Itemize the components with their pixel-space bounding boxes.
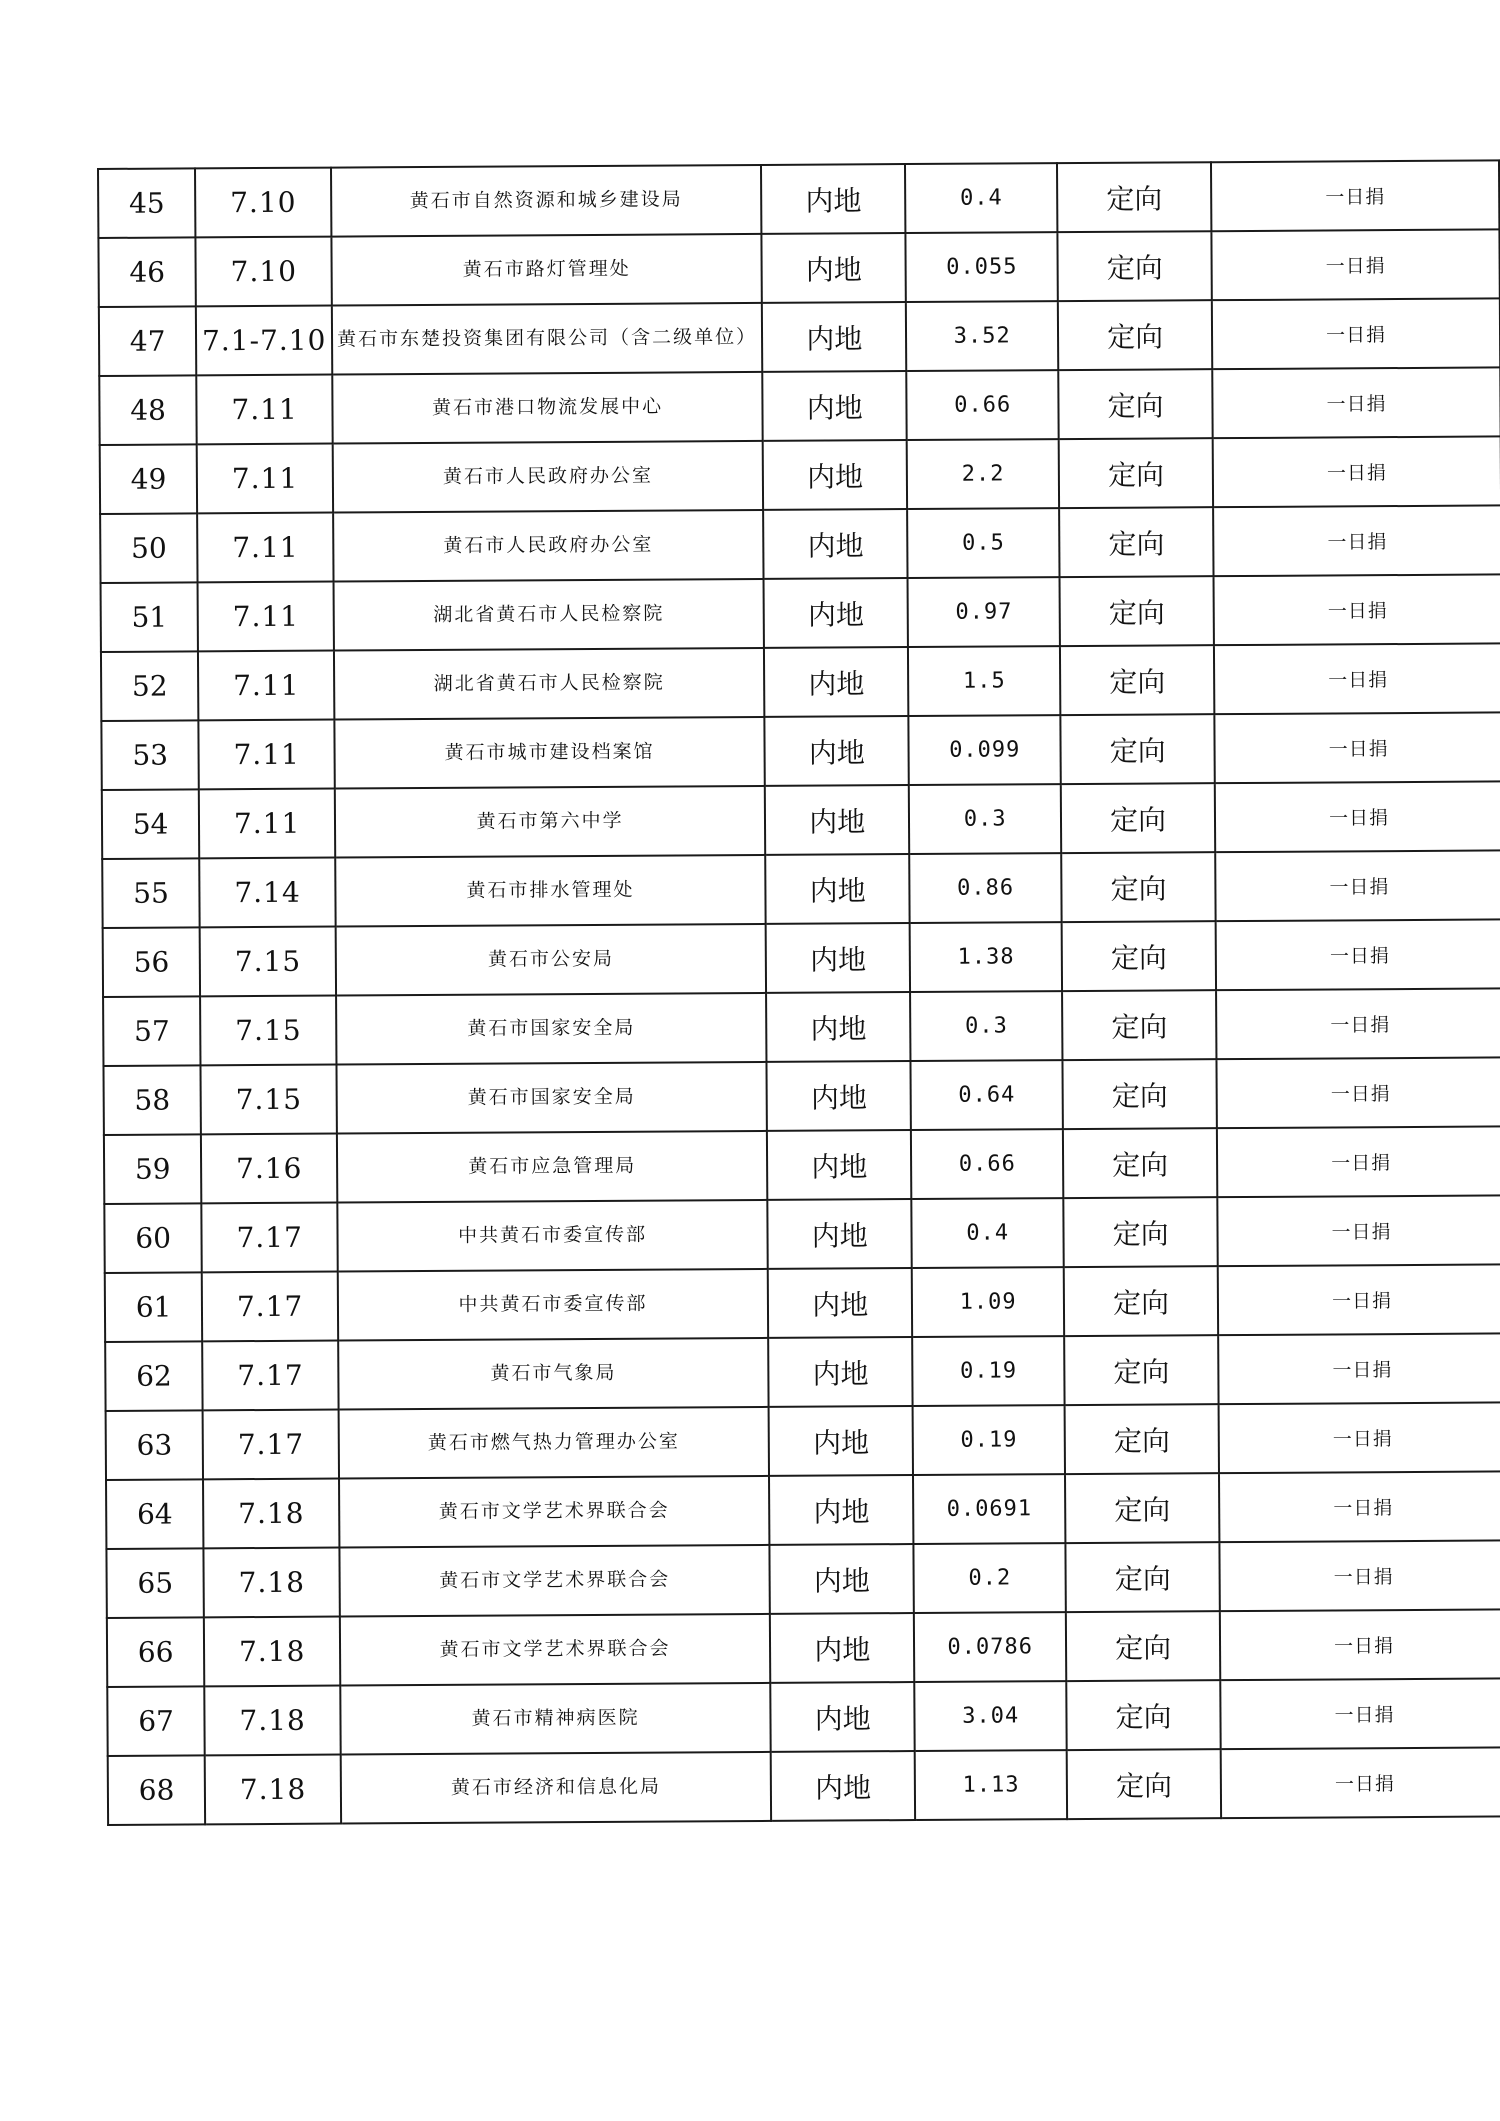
row-number-cell: 48 <box>99 375 197 445</box>
region-cell: 内地 <box>763 440 908 510</box>
unit-name-cell: 黄石市文学艺术界联合会 <box>339 1545 769 1617</box>
amount-cell: 0.0786 <box>914 1612 1066 1682</box>
row-number-cell: 63 <box>106 1410 204 1480</box>
donation-type-cell: 定向 <box>1057 231 1212 301</box>
unit-name-cell: 黄石市人民政府办公室 <box>333 441 763 513</box>
row-number-cell: 68 <box>108 1755 206 1825</box>
donation-type-cell: 定向 <box>1063 1197 1218 1267</box>
row-number-cell: 55 <box>102 858 200 928</box>
date-cell: 7.10 <box>196 237 332 307</box>
date-cell: 7.11 <box>197 375 333 445</box>
note-cell: 一日捐 <box>1212 367 1500 438</box>
date-cell: 7.18 <box>205 1686 341 1756</box>
table-row <box>106 1471 1500 1549</box>
amount-cell: 1.5 <box>908 646 1060 716</box>
amount-cell: 0.4 <box>912 1198 1064 1268</box>
region-cell: 内地 <box>764 578 909 648</box>
date-cell: 7.18 <box>204 1548 340 1618</box>
region-cell: 内地 <box>769 1475 914 1545</box>
table-row <box>99 367 1500 445</box>
region-cell: 内地 <box>768 1268 913 1338</box>
table-row <box>105 1264 1500 1342</box>
table-row <box>101 643 1500 721</box>
row-number-cell: 58 <box>103 1065 201 1135</box>
region-cell: 内地 <box>765 854 910 924</box>
table-row <box>104 1126 1500 1204</box>
date-cell: 7.16 <box>201 1134 337 1204</box>
region-cell: 内地 <box>769 1406 914 1476</box>
table-row <box>103 988 1500 1066</box>
date-cell: 7.14 <box>199 858 335 928</box>
row-number-cell: 50 <box>100 513 198 583</box>
donation-type-cell: 定向 <box>1061 783 1216 853</box>
row-number-cell: 65 <box>106 1548 204 1618</box>
date-cell: 7.18 <box>205 1755 341 1825</box>
unit-name-cell: 中共黄石市委宣传部 <box>337 1200 767 1272</box>
date-cell: 7.15 <box>200 927 336 997</box>
unit-name-cell: 黄石市国家安全局 <box>337 1062 767 1134</box>
unit-name-cell: 黄石市人民政府办公室 <box>333 510 763 582</box>
region-cell: 内地 <box>766 923 911 993</box>
unit-name-cell: 黄石市燃气热力管理办公室 <box>339 1407 769 1479</box>
donation-table <box>97 159 1500 1826</box>
unit-name-cell: 黄石市自然资源和城乡建设局 <box>331 165 761 237</box>
amount-cell: 0.86 <box>910 853 1062 923</box>
row-number-cell: 61 <box>105 1272 203 1342</box>
note-cell: 一日捐 <box>1214 643 1500 714</box>
unit-name-cell: 湖北省黄石市人民检察院 <box>334 579 764 651</box>
donation-type-cell: 定向 <box>1064 1335 1219 1405</box>
note-cell: 一日捐 <box>1216 919 1500 990</box>
amount-cell: 0.3 <box>910 991 1062 1061</box>
date-cell: 7.17 <box>203 1410 339 1480</box>
region-cell: 内地 <box>770 1682 915 1752</box>
date-cell: 7.11 <box>197 444 333 514</box>
donation-type-cell: 定向 <box>1062 921 1217 991</box>
row-number-cell: 47 <box>99 306 197 376</box>
date-cell: 7.11 <box>197 513 333 583</box>
date-cell: 7.17 <box>202 1341 338 1411</box>
donation-type-cell: 定向 <box>1057 162 1212 232</box>
date-cell: 7.1-7.10 <box>196 306 332 376</box>
donation-type-cell: 定向 <box>1066 1680 1221 1750</box>
amount-cell: 2.2 <box>907 439 1059 509</box>
donation-type-cell: 定向 <box>1067 1749 1222 1819</box>
amount-cell: 0.055 <box>906 232 1058 302</box>
table-row <box>104 1195 1500 1273</box>
note-cell: 一日捐 <box>1217 1057 1500 1128</box>
donation-type-cell: 定向 <box>1060 714 1215 784</box>
donation-type-cell: 定向 <box>1066 1611 1221 1681</box>
table-row <box>105 1333 1500 1411</box>
row-number-cell: 45 <box>98 168 196 238</box>
table-row <box>106 1402 1500 1480</box>
note-cell: 一日捐 <box>1219 1471 1500 1542</box>
unit-name-cell: 黄石市路灯管理处 <box>331 234 761 306</box>
donation-type-cell: 定向 <box>1062 990 1217 1060</box>
donation-type-cell: 定向 <box>1061 852 1216 922</box>
region-cell: 内地 <box>770 1613 915 1683</box>
table-row <box>103 919 1500 997</box>
date-cell: 7.18 <box>204 1617 340 1687</box>
region-cell: 内地 <box>761 233 906 303</box>
donation-type-cell: 定向 <box>1064 1266 1219 1336</box>
amount-cell: 0.0691 <box>913 1474 1065 1544</box>
note-cell: 一日捐 <box>1212 298 1500 369</box>
region-cell: 内地 <box>771 1751 916 1821</box>
date-cell: 7.18 <box>203 1479 339 1549</box>
donation-type-cell: 定向 <box>1065 1404 1220 1474</box>
note-cell: 一日捐 <box>1217 1126 1500 1197</box>
note-cell: 一日捐 <box>1218 1264 1500 1335</box>
note-cell: 一日捐 <box>1213 505 1500 576</box>
donation-type-cell: 定向 <box>1059 438 1214 508</box>
date-cell: 7.17 <box>202 1203 338 1273</box>
row-number-cell: 60 <box>104 1203 202 1273</box>
amount-cell: 0.3 <box>909 784 1061 854</box>
table-row <box>100 436 1500 514</box>
note-cell: 一日捐 <box>1213 436 1500 507</box>
date-cell: 7.15 <box>200 996 336 1066</box>
row-number-cell: 46 <box>98 237 196 307</box>
amount-cell: 0.2 <box>914 1543 1066 1613</box>
row-number-cell: 64 <box>106 1479 204 1549</box>
donation-type-cell: 定向 <box>1065 1473 1220 1543</box>
row-number-cell: 51 <box>101 582 199 652</box>
note-cell: 一日捐 <box>1219 1402 1500 1473</box>
row-number-cell: 67 <box>107 1686 205 1756</box>
donation-type-cell: 定向 <box>1063 1128 1218 1198</box>
amount-cell: 3.52 <box>906 301 1058 371</box>
unit-name-cell: 黄石市公安局 <box>336 924 766 996</box>
note-cell: 一日捐 <box>1218 1195 1500 1266</box>
unit-name-cell: 黄石市国家安全局 <box>336 993 766 1065</box>
row-number-cell: 53 <box>101 720 199 790</box>
region-cell: 内地 <box>768 1337 913 1407</box>
row-number-cell: 56 <box>103 927 201 997</box>
note-cell: 一日捐 <box>1211 160 1499 231</box>
table-row <box>106 1540 1500 1618</box>
amount-cell: 1.09 <box>912 1267 1064 1337</box>
region-cell: 内地 <box>765 785 910 855</box>
note-cell: 一日捐 <box>1215 712 1500 783</box>
unit-name-cell: 黄石市第六中学 <box>335 786 765 858</box>
region-cell: 内地 <box>763 509 908 579</box>
donation-type-cell: 定向 <box>1060 576 1215 646</box>
donation-type-cell: 定向 <box>1058 369 1213 439</box>
row-number-cell: 49 <box>100 444 198 514</box>
unit-name-cell: 黄石市排水管理处 <box>335 855 765 927</box>
table-row <box>98 229 1499 307</box>
row-number-cell: 54 <box>102 789 200 859</box>
table-body <box>98 160 1500 1825</box>
amount-cell: 0.19 <box>913 1405 1065 1475</box>
donation-type-cell: 定向 <box>1065 1542 1220 1612</box>
region-cell: 内地 <box>767 1199 912 1269</box>
row-number-cell: 59 <box>104 1134 202 1204</box>
note-cell: 一日捐 <box>1220 1609 1500 1680</box>
donation-type-cell: 定向 <box>1059 507 1214 577</box>
table-row <box>107 1678 1500 1756</box>
date-cell: 7.11 <box>198 582 334 652</box>
amount-cell: 0.66 <box>907 370 1059 440</box>
date-cell: 7.11 <box>198 651 334 721</box>
region-cell: 内地 <box>766 992 911 1062</box>
note-cell: 一日捐 <box>1218 1333 1500 1404</box>
note-cell: 一日捐 <box>1214 574 1500 645</box>
note-cell: 一日捐 <box>1215 781 1500 852</box>
table-row <box>100 505 1500 583</box>
unit-name-cell: 黄石市城市建设档案馆 <box>334 717 764 789</box>
region-cell: 内地 <box>762 371 907 441</box>
region-cell: 内地 <box>764 716 909 786</box>
region-cell: 内地 <box>770 1544 915 1614</box>
date-cell: 7.11 <box>199 720 335 790</box>
region-cell: 内地 <box>762 302 907 372</box>
donation-type-cell: 定向 <box>1058 300 1213 370</box>
unit-name-cell: 黄石市经济和信息化局 <box>341 1752 771 1824</box>
table-row <box>103 1057 1500 1135</box>
amount-cell: 0.66 <box>911 1129 1063 1199</box>
table-row <box>102 781 1500 859</box>
date-cell: 7.10 <box>195 168 331 238</box>
amount-cell: 1.38 <box>910 922 1062 992</box>
table-row <box>101 574 1500 652</box>
amount-cell: 0.97 <box>908 577 1060 647</box>
table-row <box>102 850 1500 928</box>
amount-cell: 0.099 <box>909 715 1061 785</box>
amount-cell: 0.4 <box>905 163 1057 233</box>
date-cell: 7.15 <box>201 1065 337 1135</box>
amount-cell: 0.5 <box>907 508 1059 578</box>
unit-name-cell: 黄石市气象局 <box>338 1338 768 1410</box>
region-cell: 内地 <box>764 647 909 717</box>
note-cell: 一日捐 <box>1221 1747 1500 1818</box>
row-number-cell: 52 <box>101 651 199 721</box>
date-cell: 7.17 <box>202 1272 338 1342</box>
amount-cell: 0.64 <box>911 1060 1063 1130</box>
table-row <box>98 160 1499 238</box>
row-number-cell: 62 <box>105 1341 203 1411</box>
amount-cell: 1.13 <box>915 1750 1067 1820</box>
region-cell: 内地 <box>761 164 906 234</box>
unit-name-cell: 黄石市精神病医院 <box>340 1683 770 1755</box>
note-cell: 一日捐 <box>1212 229 1500 300</box>
donation-type-cell: 定向 <box>1063 1059 1218 1129</box>
unit-name-cell: 黄石市文学艺术界联合会 <box>340 1614 770 1686</box>
row-number-cell: 57 <box>103 996 201 1066</box>
amount-cell: 3.04 <box>915 1681 1067 1751</box>
unit-name-cell: 黄石市东楚投资集团有限公司（含二级单位） <box>332 303 762 375</box>
unit-name-cell: 黄石市港口物流发展中心 <box>332 372 762 444</box>
region-cell: 内地 <box>767 1061 912 1131</box>
table-row <box>107 1609 1500 1687</box>
date-cell: 7.11 <box>199 789 335 859</box>
note-cell: 一日捐 <box>1220 1540 1500 1611</box>
note-cell: 一日捐 <box>1220 1678 1500 1749</box>
donation-type-cell: 定向 <box>1060 645 1215 715</box>
unit-name-cell: 中共黄石市委宣传部 <box>338 1269 768 1341</box>
note-cell: 一日捐 <box>1215 850 1500 921</box>
table-row <box>108 1747 1500 1825</box>
row-number-cell: 66 <box>107 1617 205 1687</box>
table-row <box>101 712 1500 790</box>
unit-name-cell: 黄石市文学艺术界联合会 <box>339 1476 769 1548</box>
amount-cell: 0.19 <box>913 1336 1065 1406</box>
unit-name-cell: 湖北省黄石市人民检察院 <box>334 648 764 720</box>
unit-name-cell: 黄石市应急管理局 <box>337 1131 767 1203</box>
note-cell: 一日捐 <box>1216 988 1500 1059</box>
region-cell: 内地 <box>767 1130 912 1200</box>
table-row <box>99 298 1500 376</box>
